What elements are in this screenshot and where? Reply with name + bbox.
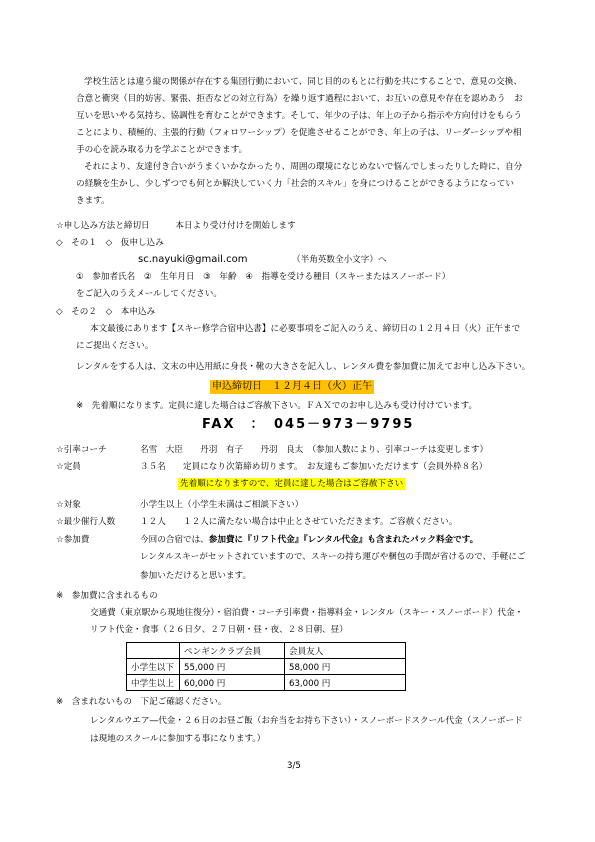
excluded-line-1: レンタルウエア―代金・２６日のお昼ご飯（お弁当をお持ち下さい）・スノーボードスクール代金（スノーボード bbox=[90, 716, 523, 726]
fee-table-corner bbox=[127, 643, 180, 659]
fee-table-cell: 55,000 円 bbox=[180, 659, 285, 675]
fee-table-header bbox=[127, 643, 406, 659]
rental-note: レンタルをする人は、文末の申込用紙に身長・靴の大きさを記入し、レンタル費を参加費に加えてお申し込み下さい。 bbox=[76, 362, 531, 372]
excluded-line-2: は現地のスクールに参加する事になります。） bbox=[90, 734, 266, 744]
fee-table-row-label: 小学生以下 bbox=[127, 659, 180, 675]
table-row bbox=[127, 675, 406, 691]
fee-table-header-friend: 会員友人 bbox=[285, 643, 406, 659]
fee-line-1-plain: 今回の合宿では、 bbox=[140, 535, 209, 545]
step1-send: をご記入のうえメールしてください。 bbox=[76, 289, 222, 299]
step2-line-2: にご提出ください。 bbox=[76, 341, 154, 351]
fee-label: ☆参加費 bbox=[56, 535, 90, 545]
first-come-note: ※ 先着順になります。定員に達した場合はご容赦下さい。ＦＡＸでのお申し込みも受け付けています。 bbox=[76, 401, 478, 411]
fee-line-3: 参加いただけると思います。 bbox=[140, 571, 252, 581]
target-label: ☆対象 bbox=[56, 500, 81, 510]
step1-title: ◇ その１ ◇ 仮申し込み bbox=[56, 238, 164, 248]
intro-line-2: 合意と衝突（目的妨害、緊張、拒否などの対立行為）を繰り返す過程において、お互いの意見や存在を認めあう お bbox=[76, 94, 523, 104]
intro-line-3: 互いを思いやる気持ち、協調性を育むことができます。そして、年少の子は、年上の子から指示や方向付けをもらう bbox=[76, 111, 523, 121]
fee-line-1 bbox=[140, 534, 478, 546]
fee-table-row-label: 中学生以上 bbox=[127, 675, 180, 691]
target-value: 小学生以上（小学生未満はご相談下さい） bbox=[140, 500, 304, 510]
included-line-1: 交通費（東京駅から現地往復分）・宿泊費・コーチ引率費・指導料金・レンタル（スキー・スノーボード）代金・ bbox=[90, 608, 524, 618]
intro-line-8: きます。 bbox=[76, 196, 110, 206]
intro-line-6: それにより、友達付き合いがうまくいかなかったり、周囲の環境になじめないで悩んでしまったりした時に、自分 bbox=[84, 162, 523, 172]
included-heading: ※ 参加費に含まれるもの bbox=[56, 591, 158, 601]
intro-line-4: ことにより、積極的、主張的行動（フォロワーシップ）を促進させることができ、年上の子は、リーダーシップや相 bbox=[76, 128, 522, 138]
fee-table-cell: 63,000 円 bbox=[285, 675, 406, 691]
excluded-heading: ※ 含まれないもの 下記ご確認ください。 bbox=[56, 697, 227, 707]
email-address[interactable]: sc.nayuki@gmail.com bbox=[138, 254, 248, 265]
apply-heading: ☆申し込み方法と締切日 本日より受け付けを開始します bbox=[56, 221, 296, 231]
capacity-highlight: 先着順になりますので、定員に達した場合はご容赦下さい bbox=[180, 479, 404, 489]
capacity-value: ３５名 定員になり次第締め切ります。 お友達もご参加いただけます（会員外枠８名） bbox=[140, 462, 488, 472]
intro-line-5: 手の心を読み取る力を学ぶことができます。 bbox=[76, 145, 248, 155]
capacity-label: ☆定員 bbox=[56, 462, 81, 472]
fee-line-1-bold: 参加費に『リフト代金』『レンタル代金』も含まれたパック料金です。 bbox=[208, 535, 479, 545]
page-number: 3/5 bbox=[287, 761, 301, 771]
fee-table-cell: 60,000 円 bbox=[180, 675, 285, 691]
fee-table bbox=[126, 642, 406, 691]
step2-line-1: 本文最後にあります【スキー修学合宿申込書】に必要事項をご記入のうえ、締切日の１２月４日（火）正午まで bbox=[90, 324, 521, 334]
intro-line-1: 学校生活とは違う縦の関係が存在する集団行動において、同じ目的のもとに行動を共にすることで、意見の交換、 bbox=[84, 77, 522, 87]
fee-line-2: レンタルスキーがセットされていますので、スキーの持ち運びや梱包の手間が省けるので、手軽にご bbox=[140, 552, 526, 562]
intro-line-7: の経験を生かし、少しずつでも何とか解決していく力「社会的スキル」を身につけることができるようになってい bbox=[76, 179, 515, 189]
fee-table-header-member: ペンギンクラブ会員 bbox=[180, 643, 285, 659]
deadline-banner: 申込締切日 １２月４日（火）正午 bbox=[212, 381, 372, 392]
fax-number: FAX ： 045－973－9795 bbox=[202, 417, 415, 432]
fee-table-cell: 58,000 円 bbox=[285, 659, 406, 675]
table-row bbox=[127, 659, 406, 675]
min-participants-label: ☆最少催行人数 bbox=[56, 517, 116, 527]
min-participants-value: １２人 １２人に満たない場合は中止とさせていただきます。ご容赦ください。 bbox=[140, 517, 458, 527]
coach-value: 名雪 大臣 丹羽 有子 丹羽 良太 （参加人数により、引率コーチは変更します） bbox=[140, 445, 489, 455]
step2-title: ◇ その２ ◇ 本申込み bbox=[56, 307, 156, 317]
coach-label: ☆引率コーチ bbox=[56, 445, 107, 455]
step1-items: ① 参加者氏名 ② 生年月日 ③ 年齢 ④ 指導を受ける種目（スキーまたはスノーボード） bbox=[76, 272, 451, 282]
included-line-2: リフト代金・食事（２６日夕、２７日朝・昼・夜、２８日朝、昼） bbox=[90, 625, 348, 635]
email-note: （半角英数全小文字）へ bbox=[292, 255, 387, 265]
